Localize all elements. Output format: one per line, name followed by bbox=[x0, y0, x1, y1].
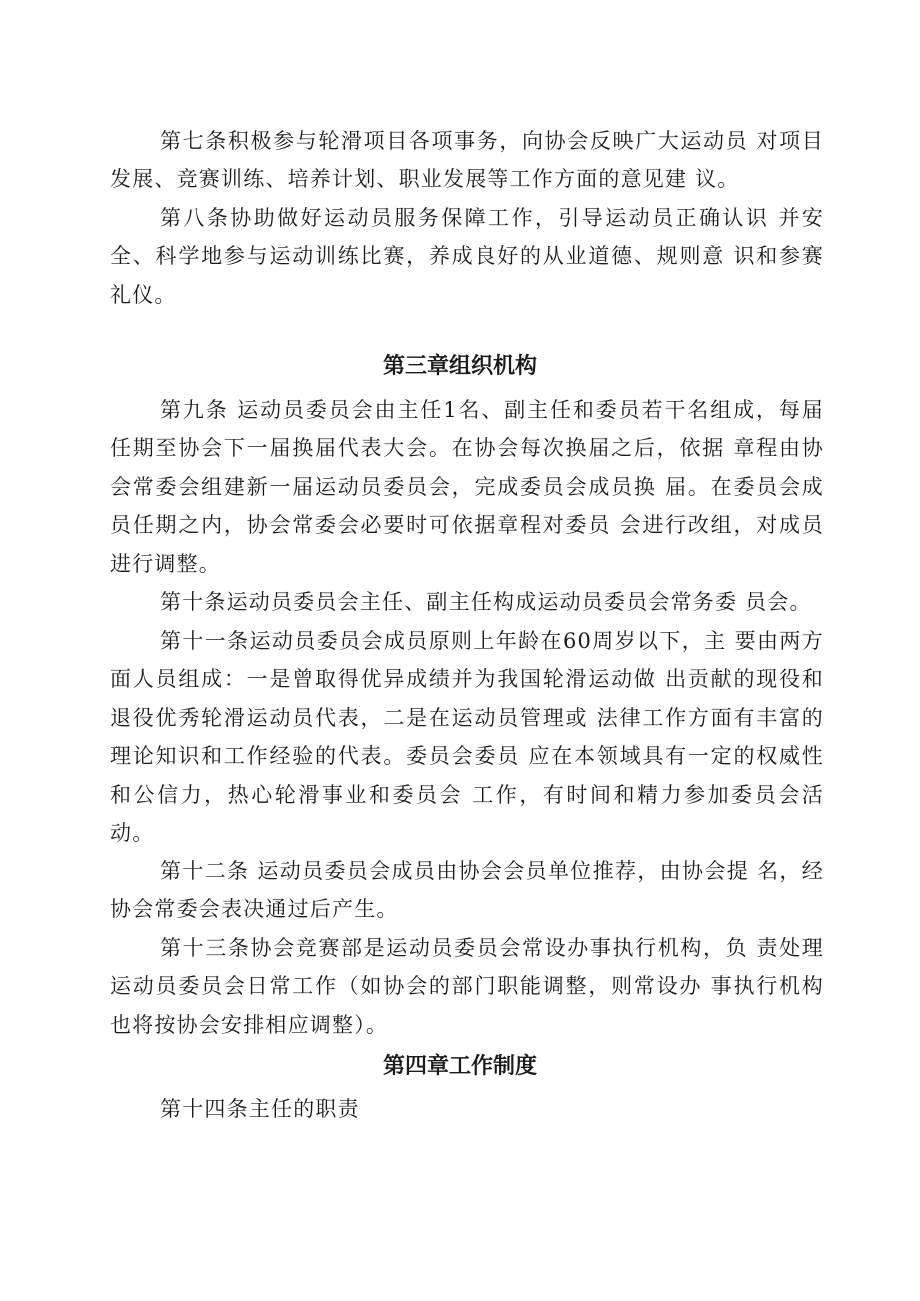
article-14: 第十四条主任的职责 bbox=[160, 1097, 360, 1121]
article-8: 第八条协助做好运动员服务保障工作，引导运动员正确认识 并安全、科学地参与运动训练比赛，养成良好的从业道德、规则意 识和参赛礼仪。 bbox=[110, 206, 824, 307]
chapter-4-heading: 第四章工作制度 bbox=[382, 1054, 537, 1079]
article-9: 第九条 运动员委员会由主任1名、副主任和委员若干名组成，每届任期至协会下一届换届代表大会。在协会每次换届之后，依据 章程由协会常委会组建新一届运动员委员会，完成委员会成员换 届。在委员会成员任期之内，协会常委会必要时可依据章程对委员 会进行改组，对成员进行调整。 bbox=[110, 398, 824, 576]
article-12: 第十二条 运动员委员会成员由协会会员单位推荐，由协会提 名，经协会常委会表决通过后产生。 bbox=[110, 859, 824, 922]
article-13: 第十三条协会竞赛部是运动员委员会常设办事执行机构，负 责处理运动员委员会日常工作（如协会的部门职能调整，则常设办 事执行机构也将按协会安排相应调整）。 bbox=[110, 936, 824, 1037]
article-11: 第十一条运动员委员会成员原则上年龄在60周岁以下，主 要由两方面人员组成：一是曾取得优异成绩并为我国轮滑运动做 出贡献的现役和退役优秀轮滑运动员代表，二是在运动员管理或 法律工作方面有丰富的理论知识和工作经验的代表。委员会委员 应在本领域具有一定的权威性和公信力，热心轮滑事业和委员会 工作，有时间和精力参加委员会活动。 bbox=[110, 629, 824, 846]
article-7: 第七条积极参与轮滑项目各项事务，向协会反映广大运动员 对项目发展、竞赛训练、培养计划、职业发展等工作方面的意见建 议。 bbox=[110, 129, 824, 192]
article-10: 第十条运动员委员会主任、副主任构成运动员委员会常务委 员会。 bbox=[160, 590, 812, 614]
chapter-3-heading: 第三章组织机构 bbox=[382, 354, 537, 379]
